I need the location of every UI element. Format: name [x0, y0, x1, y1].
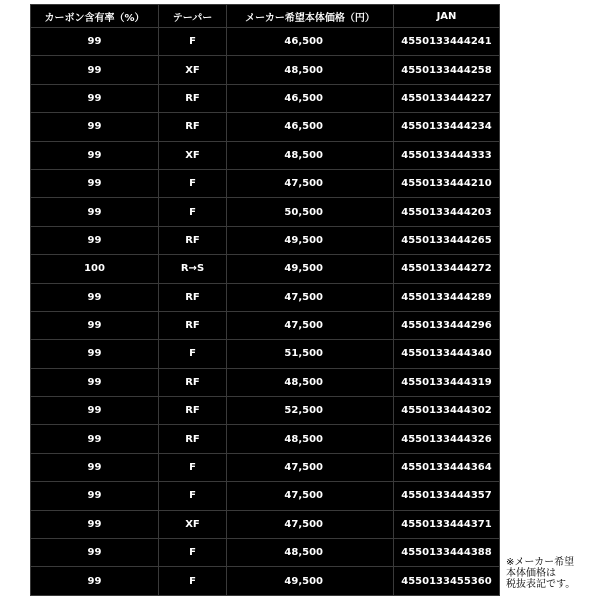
cell-retail-price: 47,500 [227, 283, 394, 311]
table-row [31, 113, 500, 141]
cell-carbon-content: 99 [31, 567, 159, 596]
cell-taper: RF [159, 425, 227, 453]
cell-retail-price: 51,500 [227, 340, 394, 368]
table-row [31, 397, 500, 425]
table-row [31, 28, 500, 56]
table-row [31, 510, 500, 538]
tax-note-line: 税抜表記です。 [506, 579, 576, 590]
table-row [31, 141, 500, 169]
cell-jan: 4550133444364 [394, 453, 500, 481]
cell-retail-price: 46,500 [227, 113, 394, 141]
table-row [31, 311, 500, 339]
cell-taper: RF [159, 113, 227, 141]
cell-jan: 4550133444371 [394, 510, 500, 538]
cell-carbon-content: 99 [31, 311, 159, 339]
cell-jan: 4550133455360 [394, 567, 500, 596]
cell-taper: RF [159, 368, 227, 396]
cell-jan: 4550133444326 [394, 425, 500, 453]
table-row [31, 198, 500, 226]
cell-retail-price: 47,500 [227, 482, 394, 510]
table-header-row [31, 5, 500, 28]
cell-carbon-content: 99 [31, 368, 159, 396]
cell-jan: 4550133444302 [394, 397, 500, 425]
cell-jan: 4550133444241 [394, 28, 500, 56]
table-row [31, 425, 500, 453]
tax-note-line: 本体価格は [506, 568, 556, 579]
cell-jan: 4550133444210 [394, 169, 500, 197]
cell-taper: F [159, 340, 227, 368]
tax-note-line: ※メーカー希望 [506, 557, 575, 568]
cell-carbon-content: 99 [31, 397, 159, 425]
cell-carbon-content: 99 [31, 113, 159, 141]
cell-taper: RF [159, 283, 227, 311]
table-row [31, 169, 500, 197]
cell-taper: XF [159, 141, 227, 169]
cell-retail-price: 47,500 [227, 453, 394, 481]
cell-jan: 4550133444388 [394, 539, 500, 567]
cell-carbon-content: 99 [31, 141, 159, 169]
cell-carbon-content: 99 [31, 283, 159, 311]
cell-taper: F [159, 28, 227, 56]
cell-retail-price: 48,500 [227, 141, 394, 169]
cell-retail-price: 52,500 [227, 397, 394, 425]
cell-taper: F [159, 539, 227, 567]
cell-taper: F [159, 453, 227, 481]
cell-taper: XF [159, 510, 227, 538]
table-row [31, 255, 500, 283]
cell-retail-price: 47,500 [227, 169, 394, 197]
header-taper: テーパー [159, 5, 227, 28]
cell-carbon-content: 99 [31, 425, 159, 453]
header-retail-price: メーカー希望本体価格（円） [227, 5, 394, 28]
tax-note [506, 557, 598, 590]
cell-jan: 4550133444272 [394, 255, 500, 283]
cell-carbon-content: 99 [31, 84, 159, 112]
cell-taper: RF [159, 311, 227, 339]
cell-taper: RF [159, 397, 227, 425]
cell-taper: XF [159, 56, 227, 84]
cell-carbon-content: 99 [31, 28, 159, 56]
cell-retail-price: 46,500 [227, 84, 394, 112]
table-row [31, 453, 500, 481]
table-row [31, 340, 500, 368]
cell-taper: F [159, 169, 227, 197]
cell-jan: 4550133444227 [394, 84, 500, 112]
table-row [31, 368, 500, 396]
cell-jan: 4550133444265 [394, 226, 500, 254]
table-row [31, 567, 500, 596]
cell-jan: 4550133444234 [394, 113, 500, 141]
table-body [31, 28, 500, 596]
cell-retail-price: 49,500 [227, 567, 394, 596]
cell-jan: 4550133444289 [394, 283, 500, 311]
cell-jan: 4550133444357 [394, 482, 500, 510]
cell-taper: F [159, 198, 227, 226]
cell-carbon-content: 99 [31, 510, 159, 538]
cell-retail-price: 49,500 [227, 255, 394, 283]
cell-jan: 4550133444319 [394, 368, 500, 396]
cell-taper: RF [159, 226, 227, 254]
header-jan: JAN [394, 5, 500, 28]
cell-carbon-content: 99 [31, 340, 159, 368]
cell-taper: F [159, 567, 227, 596]
cell-carbon-content: 99 [31, 453, 159, 481]
cell-jan: 4550133444203 [394, 198, 500, 226]
cell-carbon-content: 99 [31, 169, 159, 197]
cell-retail-price: 47,500 [227, 311, 394, 339]
cell-retail-price: 46,500 [227, 28, 394, 56]
table-row [31, 84, 500, 112]
cell-carbon-content: 99 [31, 198, 159, 226]
cell-jan: 4550133444333 [394, 141, 500, 169]
header-carbon-content: カーボン含有率（%） [31, 5, 159, 28]
cell-carbon-content: 99 [31, 226, 159, 254]
table-row [31, 283, 500, 311]
cell-jan: 4550133444258 [394, 56, 500, 84]
cell-retail-price: 48,500 [227, 56, 394, 84]
cell-retail-price: 48,500 [227, 539, 394, 567]
cell-retail-price: 49,500 [227, 226, 394, 254]
table-row [31, 482, 500, 510]
cell-carbon-content: 99 [31, 482, 159, 510]
cell-jan: 4550133444296 [394, 311, 500, 339]
cell-taper: F [159, 482, 227, 510]
cell-retail-price: 48,500 [227, 368, 394, 396]
cell-carbon-content: 99 [31, 56, 159, 84]
table-row [31, 539, 500, 567]
table-row [31, 56, 500, 84]
cell-taper: R→S [159, 255, 227, 283]
cell-carbon-content: 99 [31, 539, 159, 567]
cell-retail-price: 48,500 [227, 425, 394, 453]
table-row [31, 226, 500, 254]
cell-carbon-content: 100 [31, 255, 159, 283]
cell-retail-price: 50,500 [227, 198, 394, 226]
cell-taper: RF [159, 84, 227, 112]
spec-table [30, 4, 500, 596]
cell-retail-price: 47,500 [227, 510, 394, 538]
cell-jan: 4550133444340 [394, 340, 500, 368]
